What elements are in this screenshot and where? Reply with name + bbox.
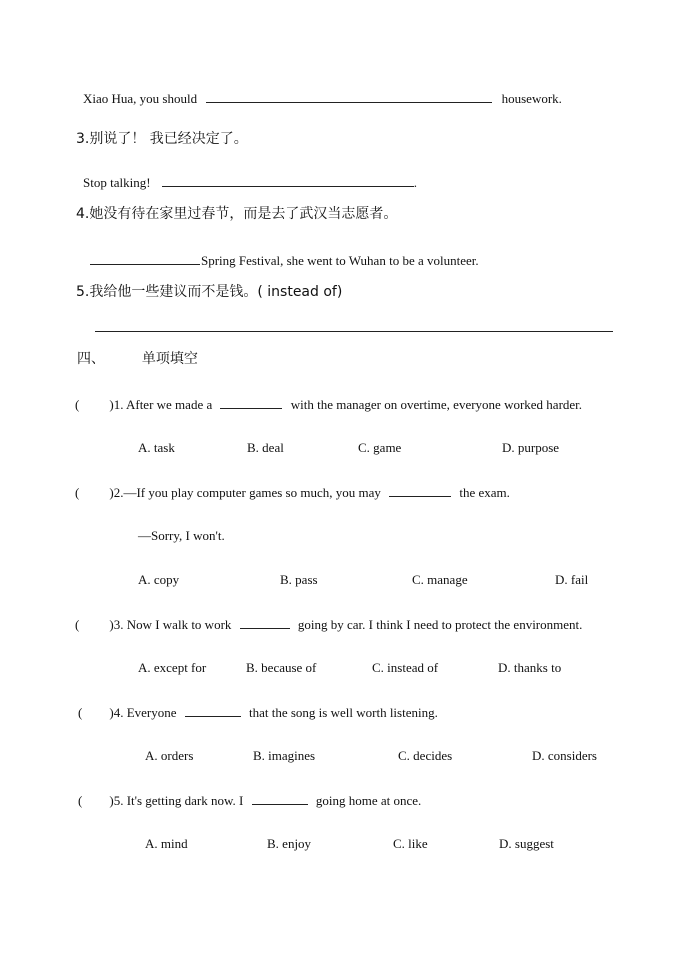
question-4 (78, 704, 438, 721)
answer-blank (240, 616, 290, 629)
answer-paren-close: ) (109, 705, 114, 720)
question-2-reply: —Sorry, I won't. (138, 528, 225, 543)
item-4-prompt: 4.她没有待在家里过春节，而是去了武汉当志愿者。 (76, 206, 398, 222)
question-stem: 2.—If you play computer games so much, you may (113, 485, 381, 500)
question-5 (78, 792, 421, 809)
sentence-text: housework. (501, 91, 562, 106)
answer-blank (220, 396, 282, 409)
question-3 (75, 616, 582, 633)
question-1 (75, 396, 582, 413)
sentence-text: Xiao Hua, you should (83, 91, 198, 106)
question-stem: 5. It's getting dark now. I (113, 793, 244, 808)
answer-blank (389, 484, 451, 497)
item-3-sentence (83, 174, 417, 191)
question-stem: that the song is well worth listening. (249, 705, 438, 720)
option-c[interactable]: C. game (358, 440, 402, 455)
translation-line-2 (83, 90, 562, 107)
answer-blank (185, 704, 241, 717)
question-stem: with the manager on overtime, everyone worked harder. (290, 397, 583, 412)
section-number: 四、 (77, 351, 105, 367)
sentence-text: . (413, 175, 418, 190)
question-stem: going home at once. (315, 793, 422, 808)
option-a[interactable]: A. copy (138, 572, 180, 587)
sentence-text: Spring Festival, she went to Wuhan to be a volunteer. (201, 253, 479, 268)
option-b[interactable]: B. enjoy (267, 836, 312, 851)
option-c[interactable]: C. decides (398, 748, 453, 763)
question-stem: 1. After we made a (113, 397, 213, 412)
question-stem: 3. Now I walk to work (113, 617, 232, 632)
sentence-text: Stop talking! (83, 175, 151, 190)
option-d[interactable]: D. purpose (502, 440, 560, 455)
option-d[interactable]: D. thanks to (498, 660, 562, 675)
option-a[interactable]: A. mind (145, 836, 188, 851)
option-c[interactable]: C. manage (412, 572, 468, 587)
option-d[interactable]: D. suggest (499, 836, 554, 851)
answer-paren-open: ( (75, 397, 80, 412)
option-b[interactable]: B. deal (247, 440, 284, 455)
option-b[interactable]: B. because of (246, 660, 317, 675)
option-c[interactable]: C. like (393, 836, 428, 851)
answer-paren-close: ) (109, 397, 114, 412)
answer-paren-open: ( (78, 705, 83, 720)
answer-blank (252, 792, 308, 805)
answer-blank[interactable] (206, 90, 492, 103)
question-stem: the exam. (459, 485, 510, 500)
option-a[interactable]: A. except for (138, 660, 207, 675)
question-stem: 4. Everyone (113, 705, 177, 720)
option-c[interactable]: C. instead of (372, 660, 439, 675)
answer-paren-open: ( (75, 485, 80, 500)
item-5-answer-line[interactable] (95, 331, 613, 332)
answer-blank[interactable] (162, 174, 414, 187)
section-heading (77, 351, 198, 367)
answer-paren-close: ) (109, 617, 114, 632)
item-4-sentence (90, 252, 479, 269)
answer-paren-open: ( (78, 793, 83, 808)
answer-paren-close: ) (109, 793, 114, 808)
option-d[interactable]: D. considers (532, 748, 597, 763)
answer-paren-open: ( (75, 617, 80, 632)
item-3-prompt: 3.别说了！ 我已经决定了。 (76, 131, 248, 147)
option-a[interactable]: A. orders (145, 748, 194, 763)
option-a[interactable]: A. task (138, 440, 175, 455)
option-b[interactable]: B. pass (280, 572, 318, 587)
answer-blank[interactable] (90, 252, 200, 265)
question-stem: going by car. I think I need to protect the environment. (297, 617, 583, 632)
item-5-prompt: 5.我给他一些建议而不是钱。( instead of) (76, 284, 343, 300)
question-2 (75, 484, 510, 501)
section-title: 单项填空 (141, 351, 198, 367)
option-d[interactable]: D. fail (555, 572, 589, 587)
answer-paren-close: ) (109, 485, 114, 500)
option-b[interactable]: B. imagines (253, 748, 316, 763)
